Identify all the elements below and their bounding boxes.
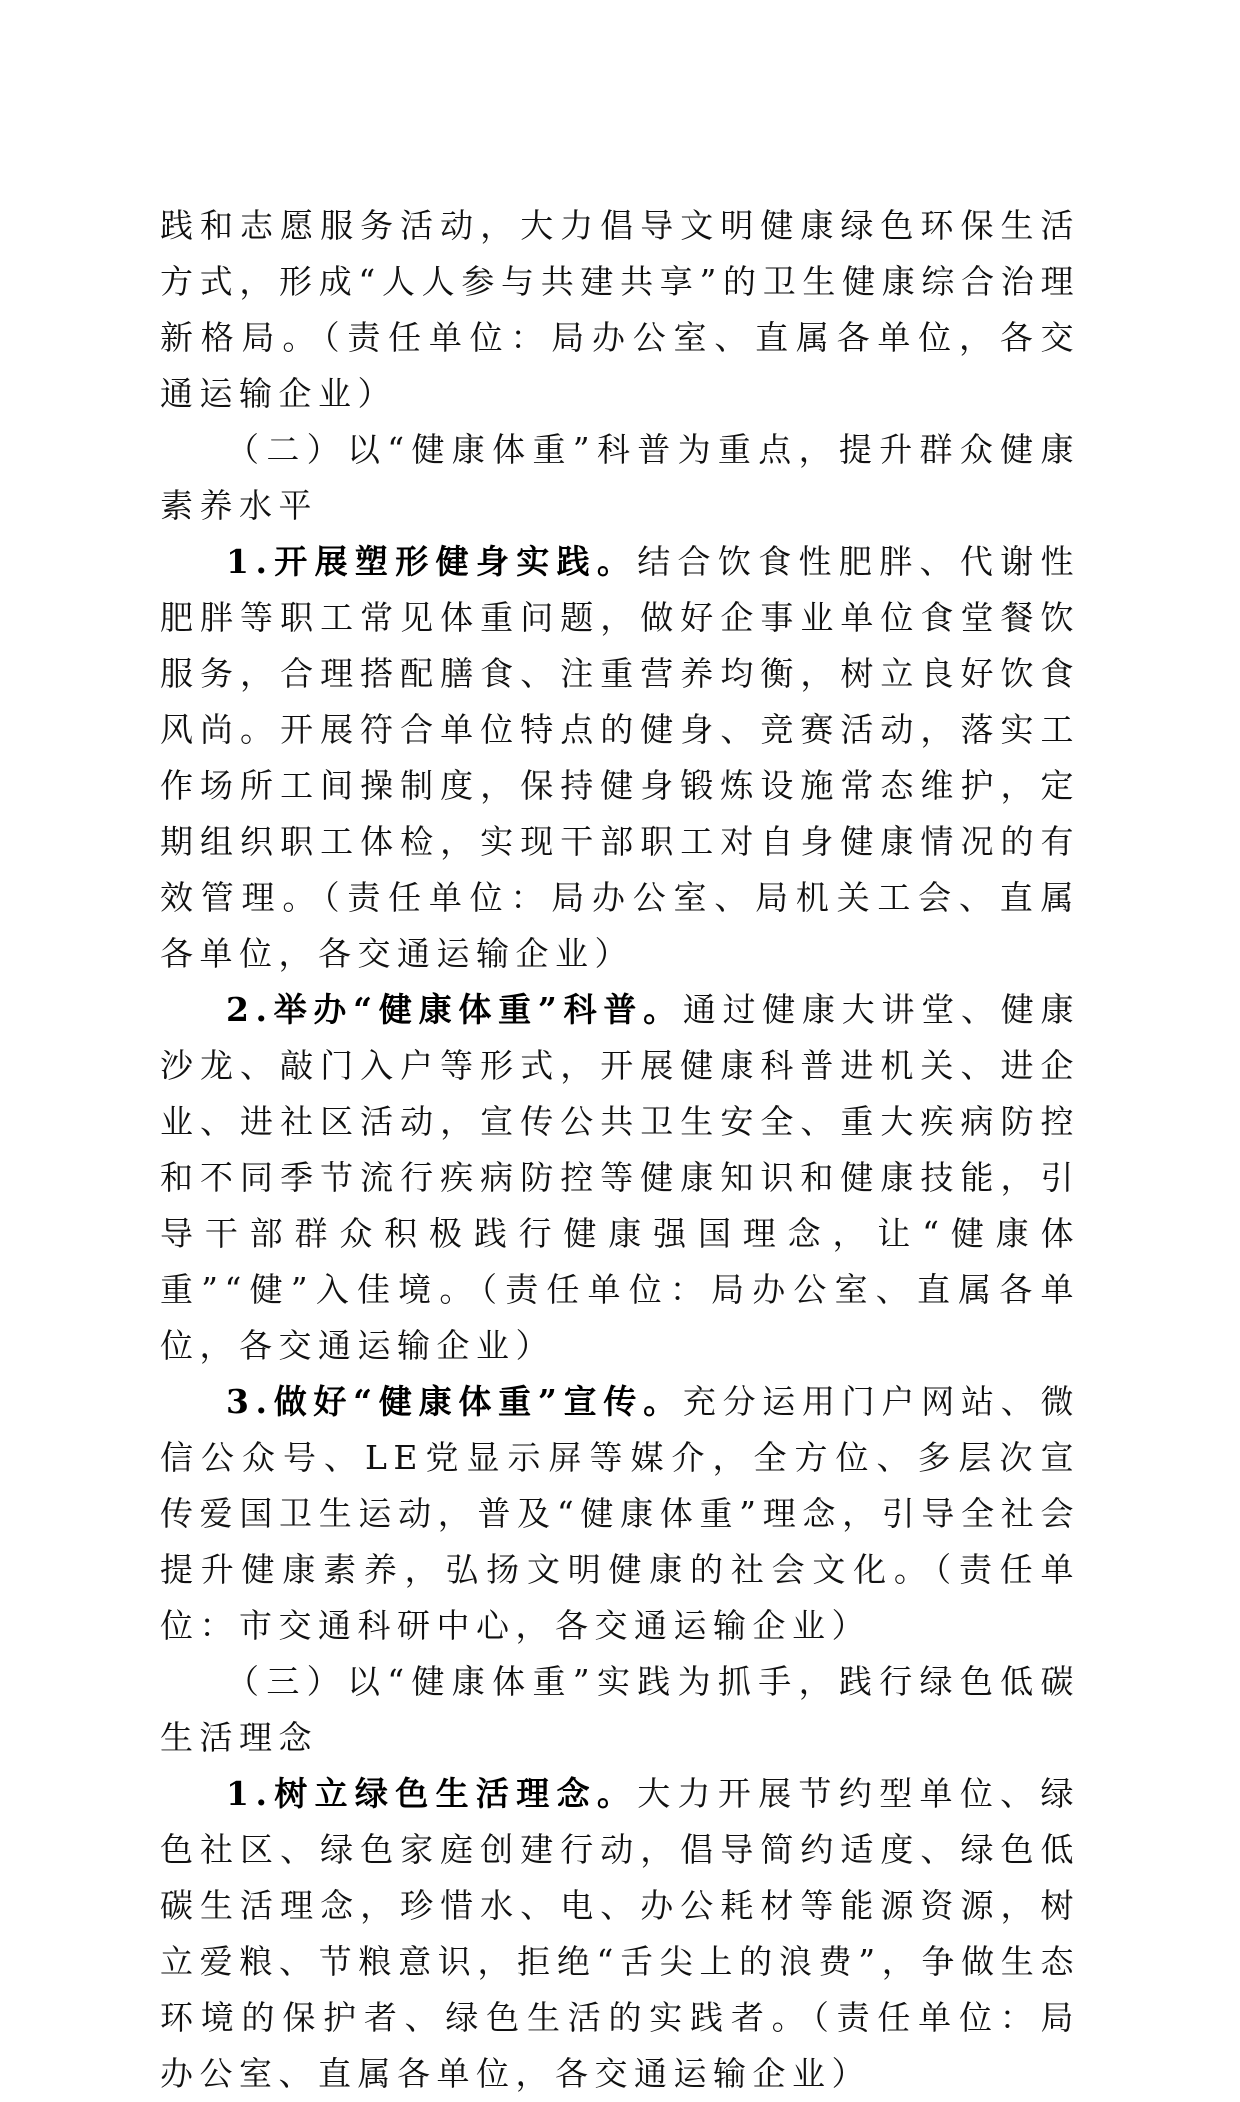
section-heading-3 xyxy=(160,1654,1080,1766)
item-text: 通过健康大讲堂、健康沙龙、敲门入户等形式，开展健康科普进机关、进企业、进社区活动，宣传公共卫生安全、重大疾病防控和不同季节流行疾病防控等健康知识和健康技能，引导干部群众积极践行健康强国理念，让“健康体重”“健”入佳境。（责任单位：局办公室、直属各单位，各交通运输企业） xyxy=(160,990,1081,1365)
item-text: 结合饮食性肥胖、代谢性肥胖等职工常见体重问题，做好企事业单位食堂餐饮服务，合理搭配膳食、注重营养均衡，树立良好饮食风尚。开展符合单位特点的健身、竞赛活动，落实工作场所工间操制度，保持健身锻炼设施常态维护，定期组织职工体检，实现干部职工对自身健康情况的有效管理。（责任单位：局办公室、局机关工会、直属各单位，各交通运输企业） xyxy=(160,542,1081,973)
item-text: 充分运用门户网站、微信公众号、LE党显示屏等媒介，全方位、多层次宣传爱国卫生运动，普及“健康体重”理念，引导全社会提升健康素养，弘扬文明健康的社会文化。（责任单位：市交通科研中心，各交通运输企业） xyxy=(160,1382,1081,1645)
paragraph-text: 践和志愿服务活动，大力倡导文明健康绿色环保生活方式，形成“人人参与共建共享”的卫生健康综合治理新格局。（责任单位：局办公室、直属各单位，各交通运输企业） xyxy=(160,206,1080,413)
item-lead: 2.举办“健康体重”科普。 xyxy=(226,990,683,1029)
item-lead: 1.开展塑形健身实践。 xyxy=(226,542,638,581)
item-2-2 xyxy=(160,982,1080,1374)
item-3-1 xyxy=(160,1766,1080,2102)
item-lead: 1.树立绿色生活理念。 xyxy=(226,1774,638,1813)
paragraph-continuation xyxy=(160,198,1080,422)
item-text: 大力开展节约型单位、绿色社区、绿色家庭创建行动，倡导简约适度、绿色低碳生活理念，珍惜水、电、办公耗材等能源资源，树立爱粮、节粮意识，拒绝“舌尖上的浪费”，争做生态环境的保护者、绿色生活的实践者。（责任单位：局办公室、直属各单位，各交通运输企业） xyxy=(160,1774,1081,2093)
item-2-1 xyxy=(160,534,1080,982)
item-2-3 xyxy=(160,1374,1080,1654)
section-heading-text: （二）以“健康体重”科普为重点，提升群众健康素养水平 xyxy=(160,430,1080,525)
section-heading-2 xyxy=(160,422,1080,534)
section-heading-text: （三）以“健康体重”实践为抓手，践行绿色低碳生活理念 xyxy=(160,1662,1080,1757)
item-lead: 3.做好“健康体重”宣传。 xyxy=(226,1382,683,1421)
